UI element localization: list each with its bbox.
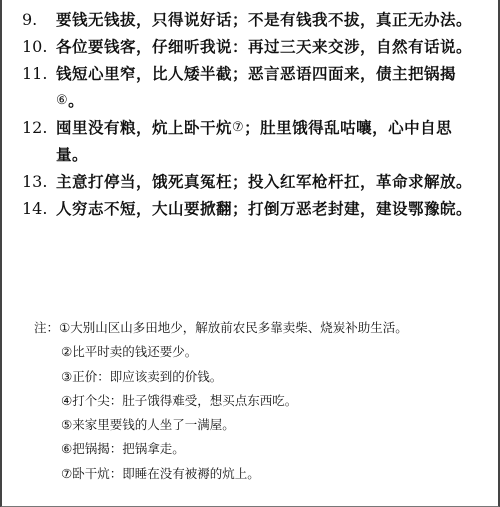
verse-list — [22, 6, 482, 222]
verse-text-tail: 。 — [68, 91, 85, 110]
footnote-text: ①大别山区山多田地少，解放前农民多靠卖柴、烧炭补助生活。 — [59, 320, 408, 335]
verse-text: 要钱无钱拔，只得说好话；不是有钱我不拔，真正无办法。 — [56, 10, 473, 29]
verse-number: 10. — [22, 37, 48, 56]
verse-12 — [22, 114, 482, 168]
verse-14 — [22, 195, 482, 222]
verse-text-group — [56, 60, 482, 114]
verse-text-tail: ；肚里饿得乱咕嚷，心中自思量。 — [56, 118, 453, 164]
verse-number: 13. — [22, 172, 48, 191]
verse-number: 14. — [22, 199, 48, 218]
verse-number: 11. — [22, 64, 48, 83]
verse-text: 囤里没有粮，炕上卧干炕 — [56, 118, 233, 137]
footnote-3: ③正价：即应该卖到的价钱。 — [61, 368, 223, 384]
footnote-1 — [34, 316, 484, 340]
verse-text: 钱短心里窄，比人矮半截；恶言恶语四面来，债主把锅揭 — [56, 64, 457, 83]
verse-10 — [22, 33, 482, 60]
footnotes — [34, 316, 484, 486]
footnote-5: ⑤来家里要钱的人坐了一满屋。 — [61, 417, 235, 433]
footnote-4: ④打个尖：肚子饿得难受，想买点东西吃。 — [61, 392, 298, 408]
verse-11 — [22, 60, 482, 114]
verse-number: 12. — [22, 118, 48, 137]
verse-9 — [22, 6, 482, 33]
footnote-marker: ⑥ — [56, 93, 69, 108]
footnote-6: ⑥把锅揭：把锅拿走。 — [61, 441, 185, 457]
verse-13 — [22, 168, 482, 195]
footnote-marker: ⑦ — [232, 120, 245, 135]
verse-number: 9. — [22, 10, 38, 29]
verse-text: 主意打停当，饿死真冤枉；投入红军枪杆扛，革命求解放。 — [56, 172, 473, 191]
verse-text: 人穷志不短，大山要掀翻；打倒万恶老封建，建设鄂豫皖。 — [56, 199, 473, 218]
footnote-7: ⑦卧干炕：即睡在没有被褥的炕上。 — [61, 465, 260, 481]
footnotes-label: 注： — [34, 320, 60, 335]
verse-text: 各位要钱客，仔细听我说：再过三天来交涉，自然有话说。 — [56, 37, 473, 56]
footnote-2: ②比平时卖的钱还要少。 — [61, 344, 198, 360]
verse-text-group — [56, 114, 482, 168]
